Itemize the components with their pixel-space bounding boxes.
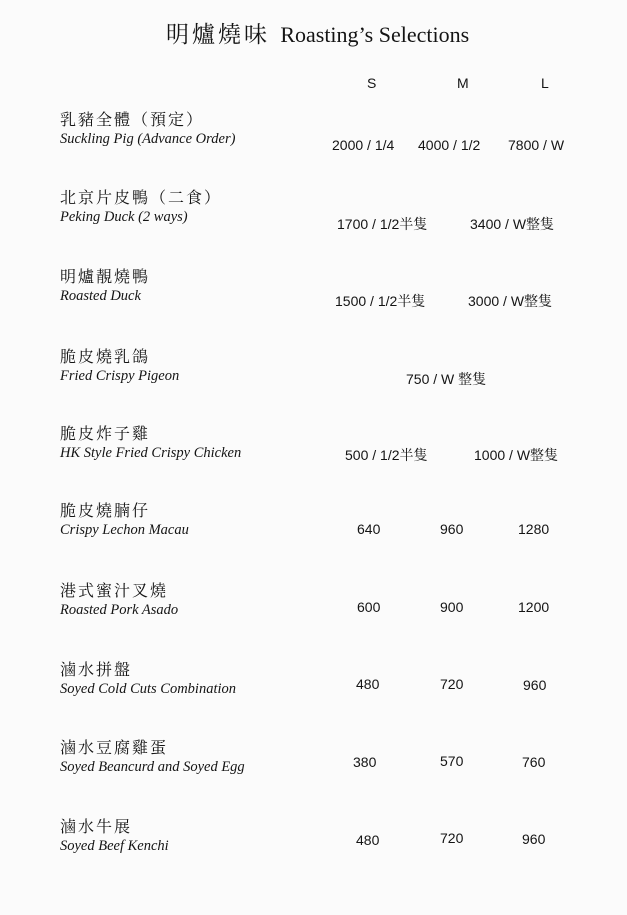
item-english-name: Soyed Cold Cuts Combination [60, 681, 237, 697]
item-english-name: Soyed Beef Kenchi [60, 838, 169, 854]
price-large: 1200 [518, 599, 550, 615]
item-english-name: HK Style Fried Crispy Chicken [60, 445, 242, 461]
price-medium: 720 [440, 830, 464, 846]
price-small: 600 [357, 599, 381, 615]
price-whole: 3400 / W整隻 [470, 216, 555, 232]
price-medium: 900 [440, 599, 464, 615]
price-half: 1700 / 1/2半隻 [337, 216, 428, 232]
price-whole: 3000 / W整隻 [468, 293, 553, 309]
price-whole: 750 / W 整隻 [406, 371, 487, 387]
item-chinese-name: 北京片皮鴨（二食） [60, 188, 223, 207]
price-small: 2000 / 1/4 [332, 137, 395, 153]
item-english-name: Crispy Lechon Macau [60, 522, 189, 538]
price-medium: 4000 / 1/2 [418, 137, 481, 153]
price-whole: 1000 / W整隻 [474, 447, 559, 463]
price-medium: 720 [440, 676, 464, 692]
item-chinese-name: 脆皮燒腩仔 [60, 501, 151, 520]
item-chinese-name: 脆皮燒乳鴿 [60, 347, 151, 366]
item-chinese-name: 滷水拼盤 [60, 660, 133, 679]
item-english-name: Roasted Pork Asado [60, 602, 179, 618]
price-half: 500 / 1/2半隻 [345, 447, 428, 463]
title-english: Roasting’s Selections [280, 22, 470, 47]
menu-item-crispy-pigeon [60, 344, 620, 404]
item-chinese-name: 滷水豆腐雞蛋 [60, 738, 169, 757]
page-title [166, 16, 469, 49]
price-small: 640 [357, 521, 381, 537]
size-header-m: M [457, 75, 469, 91]
price-small: 380 [353, 754, 377, 770]
title-chinese: 明爐燒味 [166, 22, 270, 48]
item-english-name: Peking Duck (2 ways) [60, 209, 188, 225]
price-large: 960 [523, 677, 547, 693]
item-chinese-name: 明爐靚燒鴨 [60, 267, 151, 286]
price-medium: 570 [440, 753, 464, 769]
item-english-name: Soyed Beancurd and Soyed Egg [60, 759, 245, 775]
item-english-name: Fried Crispy Pigeon [60, 368, 180, 384]
item-english-name: Roasted Duck [60, 288, 141, 304]
item-chinese-name: 滷水牛展 [60, 817, 133, 836]
price-half: 1500 / 1/2半隻 [335, 293, 426, 309]
item-english-name: Suckling Pig (Advance Order) [60, 131, 236, 147]
item-chinese-name: 港式蜜汁叉燒 [60, 581, 169, 600]
item-chinese-name: 脆皮炸子雞 [60, 424, 151, 443]
price-large: 7800 / W [508, 137, 565, 153]
price-large: 760 [522, 754, 546, 770]
price-large: 1280 [518, 521, 550, 537]
price-small: 480 [356, 676, 380, 692]
price-small: 480 [356, 832, 380, 848]
size-header-l: L [541, 75, 549, 91]
price-medium: 960 [440, 521, 464, 537]
size-header-s: S [367, 75, 377, 91]
price-large: 960 [522, 831, 546, 847]
item-chinese-name: 乳豬全體（預定） [60, 110, 205, 129]
